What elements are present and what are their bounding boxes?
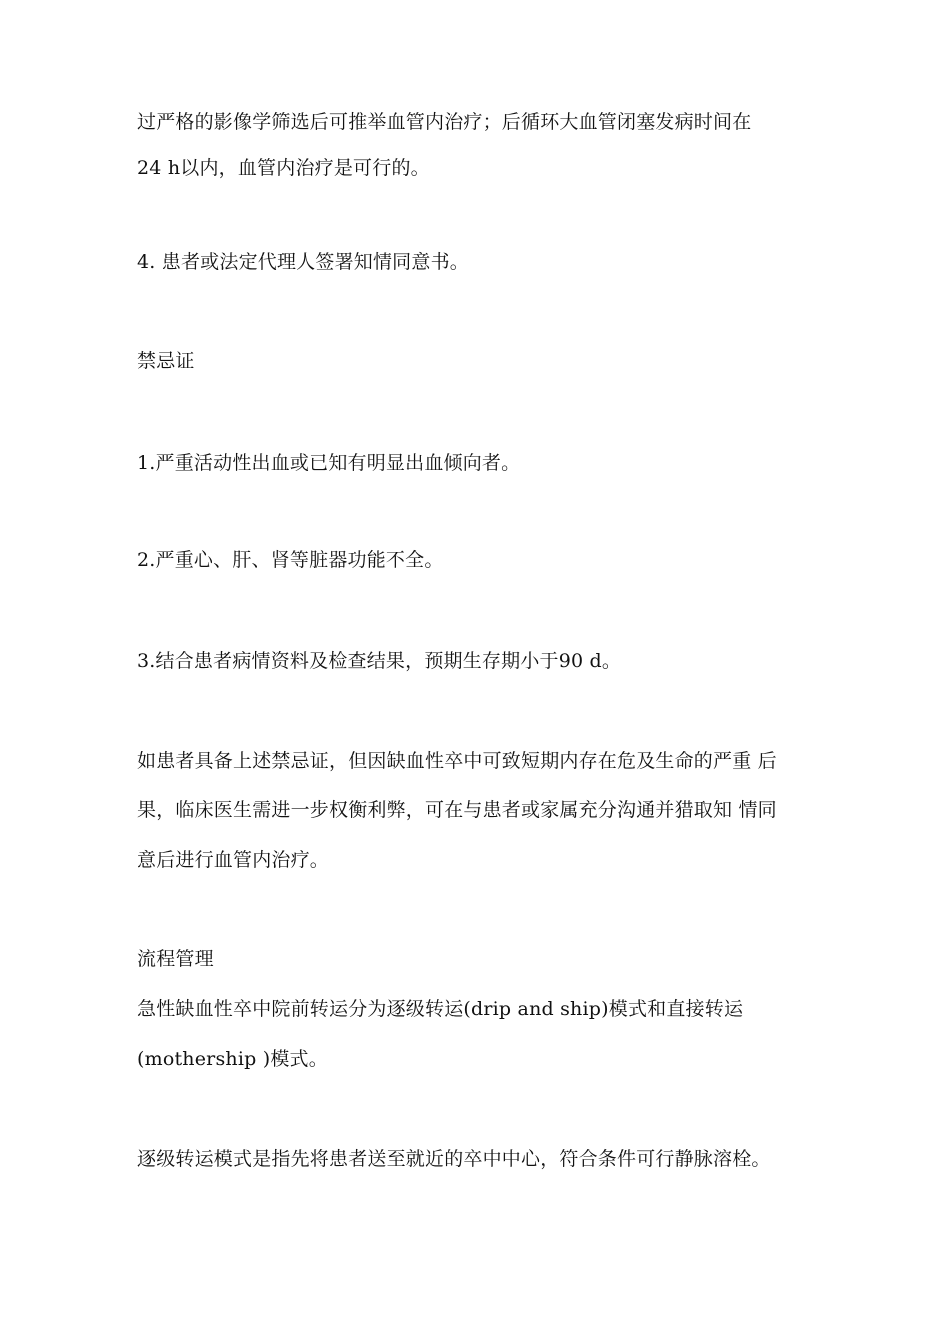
list-item: 4. 患者或法定代理人签署知情同意书。 [137, 251, 469, 273]
text-line: (mothership )模式。 [137, 1048, 328, 1070]
list-item: 1.严重活动性出血或已知有明显出血倾向者。 [137, 452, 521, 474]
text-line: 过严格的影像学筛选后可推举血管内治疗；后循环大血管闭塞发病时间在 [137, 111, 752, 133]
text-line: 如患者具备上述禁忌证，但因缺血性卒中可致短期内存在危及生命的严重 后 [137, 750, 777, 772]
text-line: 意后进行血管内治疗。 [137, 849, 330, 871]
section-heading: 流程管理 [137, 948, 214, 970]
text-line: 逐级转运模式是指先将患者送至就近的卒中中心，符合条件可行静脉溶栓。 [137, 1148, 771, 1170]
section-heading: 禁忌证 [137, 350, 195, 372]
text-line: 24 h以内，血管内治疗是可行的。 [137, 157, 430, 179]
list-item: 3.结合患者病情资料及检查结果，预期生存期小于90 d。 [137, 650, 622, 672]
list-item: 2.严重心、肝、肾等脏器功能不全。 [137, 549, 444, 571]
text-line: 急性缺血性卒中院前转运分为逐级转运(drip and ship)模式和直接转运 [137, 998, 744, 1020]
text-line: 果，临床医生需进一步权衡利弊，可在与患者或家属充分沟通并猎取知 情同 [137, 799, 777, 821]
